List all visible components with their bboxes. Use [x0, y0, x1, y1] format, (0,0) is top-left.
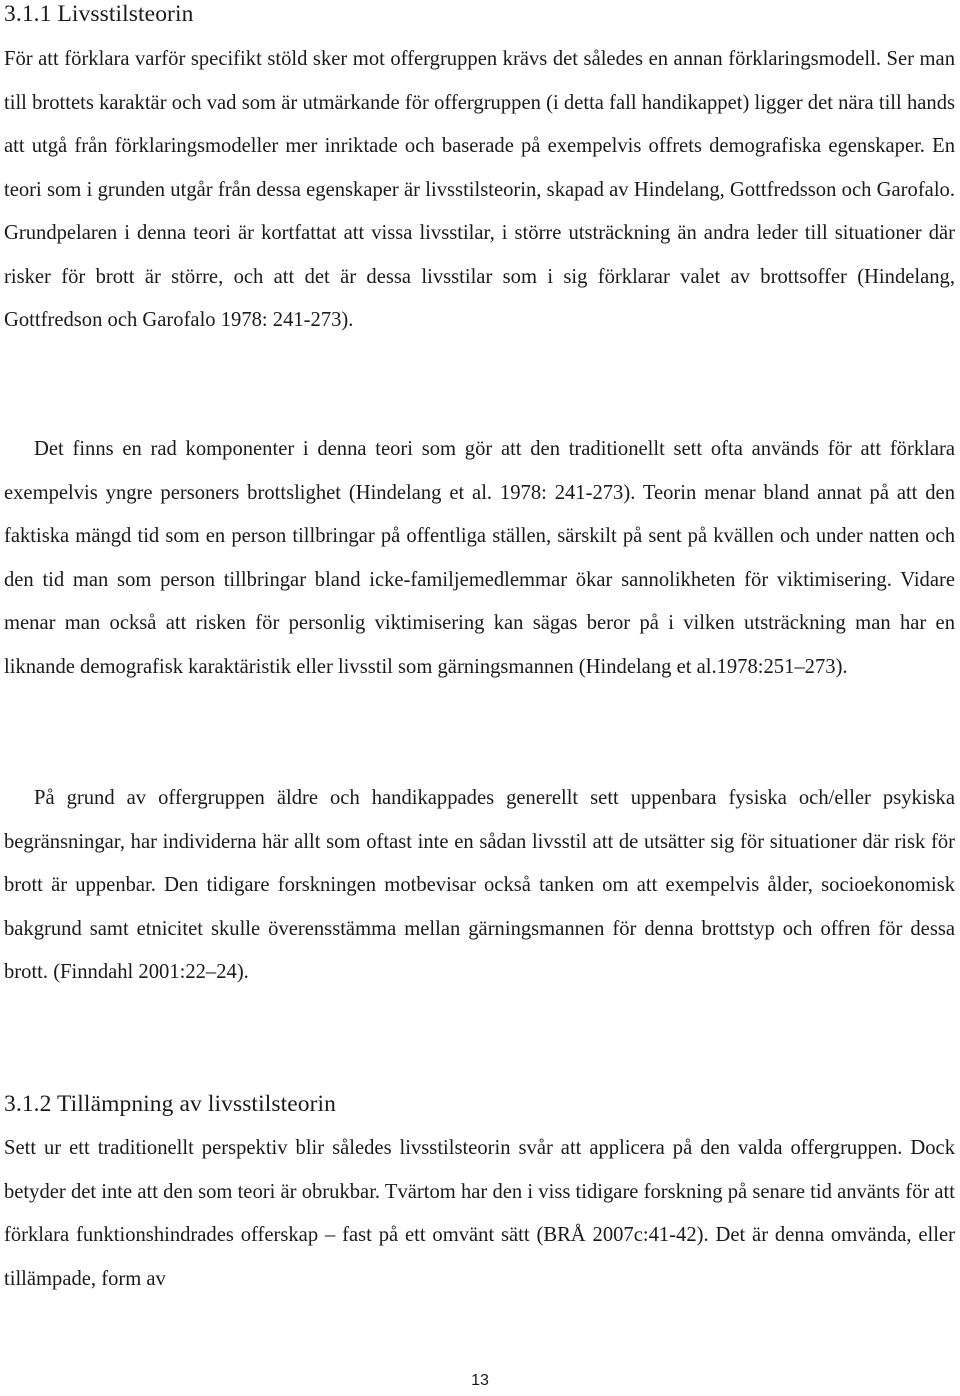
- paragraph-2: Det finns en rad komponenter i denna teori som gör att den traditionellt sett ofta används för att förklara exempelvis yngre personers brottslighet (Hindelang et al. 1978: 241-273). Teorin menar bland annat på att den faktiska mängd tid som en person tillbringar på offentliga ställen, särskilt på sent på kvällen och under natten och den tid man som person tillbringar bland icke-familjemedlemmar ökar sannolikheten för viktimisering. Vidare menar man också att risken för personlig viktimisering kan sägas beror på i vilken utsträckning man har en liknande demografisk karaktäristik eller livsstil som gärningsmannen (Hindelang et al.1978:251–273).: [4, 438, 955, 678]
- section-heading-livsstilsteorin: 3.1.1 Livsstilsteorin: [4, 1, 194, 27]
- paragraph-4: Sett ur ett traditionellt perspektiv blir således livsstilsteorin svår att applicera på den valda offergruppen. Dock betyder det inte att den som teori är obrukbar. Tvärtom har den i viss tidigare forskning på senare tid använts för att förklara funktionshindrades offerskap – fast på ett omvänt sätt (BRÅ 2007c:41-42). Det är denna omvända, eller tillämpade, form av: [4, 1137, 955, 1290]
- section-heading-tillampning: 3.1.2 Tillämpning av livsstilsteorin: [4, 1091, 336, 1117]
- page-number: 13: [471, 1372, 489, 1389]
- paragraph-3: På grund av offergruppen äldre och handikappades generellt sett uppenbara fysiska och/eller psykiska begränsningar, har individerna här allt som oftast inte en sådan livsstil att de utsätter sig för situationer där risk för brott är uppenbar. Den tidigare forskningen motbevisar också tanken om att exempelvis ålder, socioekonomisk bakgrund samt etnicitet skulle överensstämma mellan gärningsmannen för denna brottstyp och offren för dessa brott. (Finndahl 2001:22–24).: [4, 787, 955, 983]
- paragraph-1: För att förklara varför specifikt stöld sker mot offergruppen krävs det således en annan förklaringsmodell. Ser man till brottets karaktär och vad som är utmärkande för offergruppen (i detta fall handikappet) ligger det nära till hands att utgå från förklaringsmodeller mer inriktade och baserade på exempelvis offrets demografiska egenskaper. En teori som i grunden utgår från dessa egenskaper är livsstilsteorin, skapad av Hindelang, Gottfredsson och Garofalo. Grundpelaren i denna teori är kortfattat att vissa livsstilar, i större utsträckning än andra leder till situationer där risker för brott är större, och att det är dessa livsstilar som i sig förklarar valet av brottsoffer (Hindelang, Gottfredson och Garofalo 1978: 241-273).: [4, 48, 955, 331]
